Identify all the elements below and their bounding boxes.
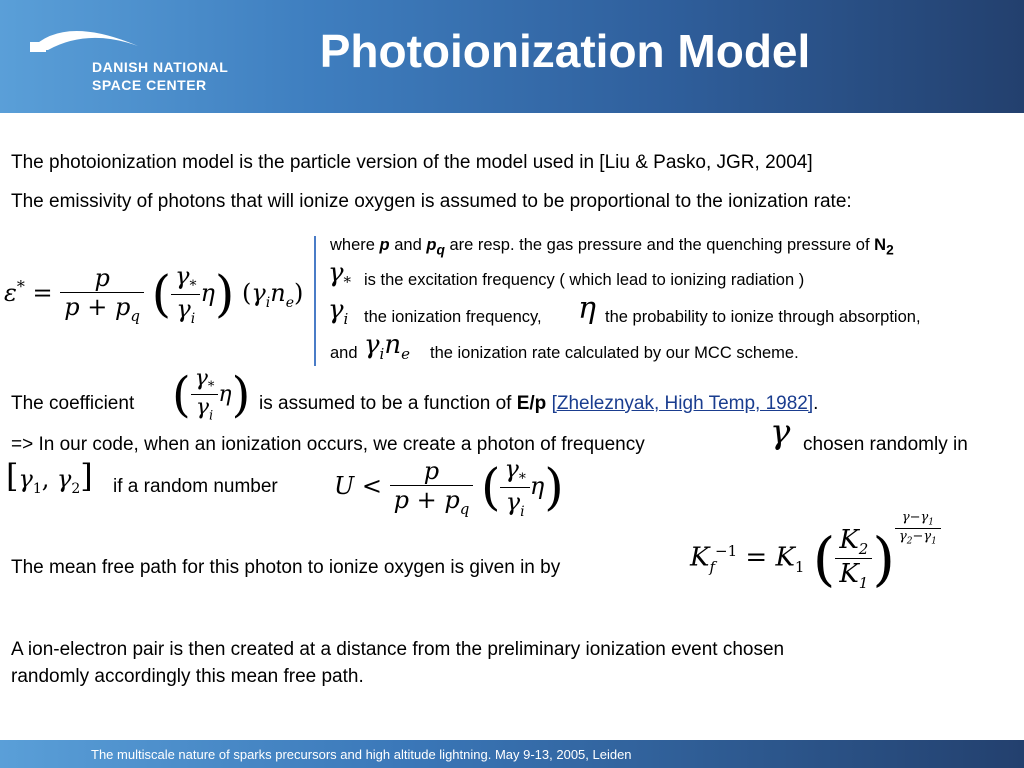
dnsc-logo	[28, 18, 268, 98]
where-and: and	[394, 236, 422, 254]
where-prefix: where	[330, 236, 375, 254]
coef-sentence	[259, 393, 818, 415]
footer-text: The multiscale nature of sparks precursors and high altitude lightning. May 9-13, 2005, Leiden	[91, 747, 632, 762]
pair-line-2: randomly accordingly this mean free path.	[11, 666, 364, 687]
code-prefix: => In our code, when an ionization occurs, we create a photon of frequency	[11, 434, 645, 455]
where-rest: are resp. the gas pressure and the quenching pressure of	[449, 236, 870, 254]
dome-logo-icon	[28, 18, 148, 58]
gamma-frequency-symbol: γ	[770, 412, 791, 452]
emissivity-equation: ε* = $\frac{p}{p + p_q}$ ( $\frac{\gamma_*}{\gamma_i}$ η) $(\gamma_in_e)$	[4, 262, 304, 327]
intro-line-2	[11, 191, 852, 213]
rate-desc: the ionization rate calculated by our MCC scheme.	[430, 344, 799, 362]
gamma-i-desc: the ionization frequency,	[364, 308, 542, 326]
intro-line-2-colon: :	[846, 191, 852, 212]
var-p: p	[379, 236, 390, 254]
var-n-sub: 2	[886, 242, 894, 258]
mfp-text: The mean free path for this photon to ionize oxygen is given in by	[11, 557, 561, 578]
coef-ep: E/p	[516, 393, 547, 414]
where-line	[330, 236, 894, 257]
intro-line-2-text: The emissivity of photons that will ionize oxygen is assumed to be proportional to the ionization rate	[11, 191, 847, 212]
gamma-i-ne-symbol: $\gamma_in_e$	[364, 330, 410, 364]
and-prefix: and	[330, 344, 358, 362]
equation-divider	[314, 236, 316, 366]
gamma-i-symbol: $\gamma_i$	[328, 295, 349, 329]
eta-symbol: η	[578, 291, 596, 326]
pair-line-1: A ion-electron pair is then created at a distance from the preliminary ionization event chosen	[11, 639, 785, 660]
coef-mid: is assumed to be a function of	[259, 393, 512, 414]
gamma-interval: [$\gamma_1$, $\gamma_2$]	[6, 457, 93, 497]
logo-text-line2: SPACE CENTER	[92, 77, 207, 93]
mean-free-path-equation: $K_f^{-1} = K_1$ ( $\frac{K_2}{K_1}$ ) $^{\frac{\gamma-\gamma_1}{\gamma_2-\gamma_1}}$	[690, 510, 941, 593]
zheleznyak-reference-link[interactable]: [Zheleznyak, High Temp, 1982]	[551, 393, 814, 414]
var-pq-sub: q	[436, 242, 445, 258]
eta-desc: the probability to ionize through absorption,	[605, 308, 921, 326]
slide-title: Photoionization Model	[319, 25, 811, 77]
coef-end: .	[813, 393, 819, 414]
gamma-star-desc: is the excitation frequency ( which lead to ionizing radiation )	[364, 271, 805, 289]
slide-footer	[0, 740, 1024, 768]
coefficient-expression: ( $\frac{\gamma_*}{\gamma_i}$ η)	[172, 366, 251, 424]
logo-text-line1: DANISH NATIONAL	[92, 59, 229, 75]
random-condition-equation: U < $\frac{p}{p + p_q}$ ( $\frac{\gamma_*}{\gamma_i}$ η)	[334, 455, 564, 520]
gamma-star-symbol: $\gamma_*$	[328, 258, 352, 292]
coef-prefix: The coefficient	[11, 393, 135, 414]
code-suffix: chosen randomly in	[803, 434, 968, 455]
slide-header	[0, 0, 1024, 113]
var-pq: p	[426, 236, 437, 254]
var-n: N	[874, 236, 887, 254]
intro-line-1: The photoionization model is the particle version of the model used in [Liu & Pasko, JGR, 2004]	[11, 152, 813, 173]
random-number-text: if a random number	[113, 476, 278, 497]
